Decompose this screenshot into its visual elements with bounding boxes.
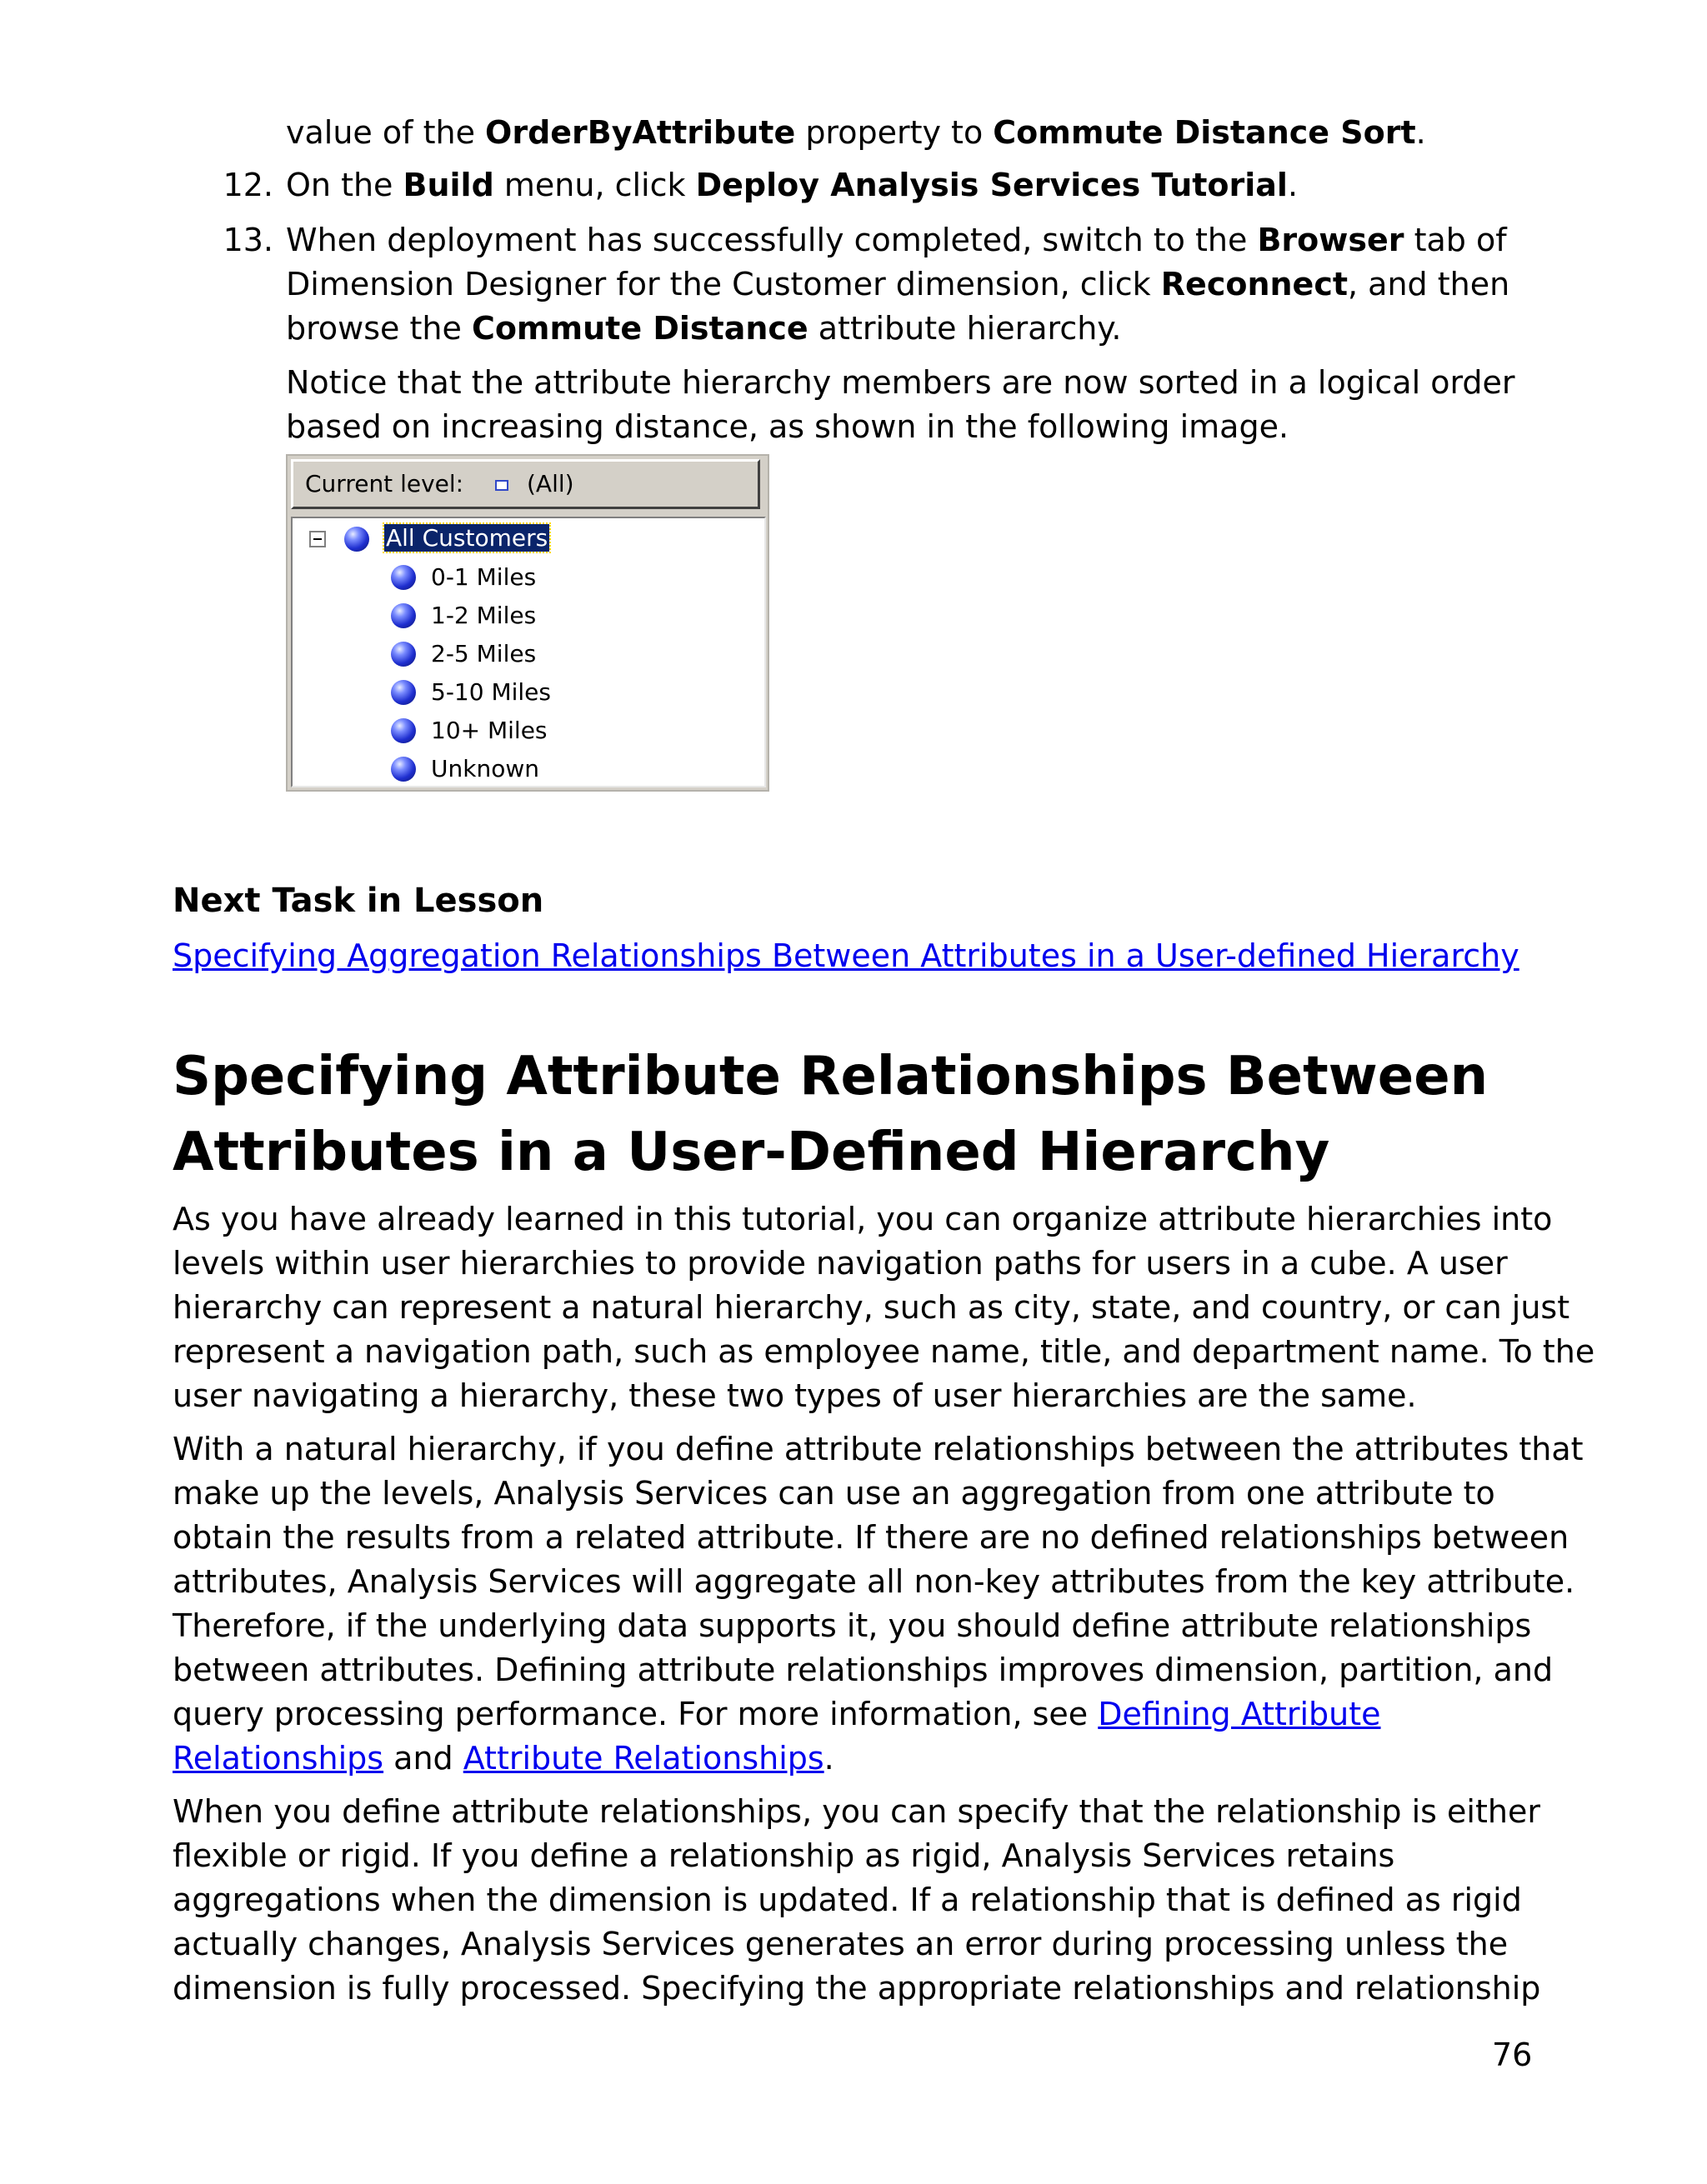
step-12-text: On the Build menu, click Deploy Analysis Services Tutorial.	[286, 167, 1299, 203]
tree-member[interactable]: 5-10 Miles	[431, 678, 551, 706]
next-task-heading: Next Task in Lesson	[173, 882, 544, 920]
tree-member[interactable]: 1-2 Miles	[431, 602, 537, 629]
attribute-relationships-link[interactable]: Attribute Relationships	[463, 1740, 824, 1777]
para-2-line: obtain the results from a related attribute. If there are no defined relationships between	[173, 1519, 1569, 1556]
collapse-icon[interactable]	[309, 531, 326, 547]
para-1-line: As you have already learned in this tutorial, you can organize attribute hierarchies into	[173, 1201, 1553, 1237]
para-3-line: aggregations when the dimension is updated. If a relationship that is defined as rigid	[173, 1882, 1522, 1918]
para-1-line: user navigating a hierarchy, these two types of user hierarchies are the same.	[173, 1377, 1417, 1414]
step-11-continuation: value of the OrderByAttribute property to Commute Distance Sort.	[286, 114, 1426, 151]
member-ball-icon	[391, 757, 416, 782]
tree-root-all-customers[interactable]: All Customers	[386, 524, 548, 552]
notice-line-2: based on increasing distance, as shown in the following image.	[286, 408, 1289, 445]
member-ball-icon	[391, 680, 416, 705]
section-title-line-1: Specifying Attribute Relationships Between	[173, 1046, 1489, 1107]
step-12-number: 12.	[223, 167, 273, 203]
current-level-value: (All)	[527, 470, 574, 497]
member-ball-icon	[391, 642, 416, 667]
para-3-line: When you define attribute relationships, you can specify that the relationship is either	[173, 1793, 1540, 1830]
defining-attribute-relationships-link-cont[interactable]: Relationships	[173, 1740, 384, 1777]
defining-attribute-relationships-link[interactable]: Defining Attribute	[1098, 1696, 1381, 1732]
section-title-line-2: Attributes in a User-Defined Hierarchy	[173, 1122, 1330, 1183]
notice-line-1: Notice that the attribute hierarchy members are now sorted in a logical order	[286, 364, 1515, 401]
para-2-line: query processing performance. For more information, see Defining Attribute	[173, 1696, 1381, 1732]
tree-member[interactable]: 10+ Miles	[431, 717, 548, 744]
step-13-line-1: When deployment has successfully completed, switch to the Browser tab of	[286, 222, 1507, 258]
para-2-line: between attributes. Defining attribute relationships improves dimension, partition, and	[173, 1652, 1554, 1688]
para-3-line: flexible or rigid. If you define a relationship as rigid, Analysis Services retains	[173, 1837, 1395, 1874]
para-2-line: Therefore, if the underlying data supports it, you should define attribute relationships	[173, 1607, 1532, 1644]
tree-member[interactable]: 0-1 Miles	[431, 563, 537, 591]
para-3-line: dimension is fully processed. Specifying the appropriate relationships and relationship	[173, 1970, 1541, 2007]
level-icon	[495, 480, 508, 491]
para-2-line: With a natural hierarchy, if you define attribute relationships between the attributes that	[173, 1431, 1584, 1467]
next-task-link[interactable]: Specifying Aggregation Relationships Between Attributes in a User-defined Hierarchy	[173, 937, 1519, 974]
para-1-line: represent a navigation path, such as employee name, title, and department name. To the	[173, 1333, 1595, 1370]
para-2-line: make up the levels, Analysis Services can use an aggregation from one attribute to	[173, 1475, 1495, 1512]
member-ball-icon	[391, 603, 416, 628]
current-level-label: Current level:	[305, 470, 464, 497]
tree-member[interactable]: 2-5 Miles	[431, 640, 537, 667]
step-13-number: 13.	[223, 222, 273, 258]
member-ball-icon	[391, 565, 416, 590]
tree-member[interactable]: Unknown	[431, 755, 539, 782]
para-3-line: actually changes, Analysis Services generates an error during processing unless the	[173, 1926, 1509, 1962]
member-ball-icon	[344, 527, 369, 552]
next-task-link-line	[173, 934, 1519, 978]
current-level-bar	[291, 459, 760, 509]
dimension-browser-screenshot	[286, 454, 769, 792]
member-tree	[291, 517, 766, 787]
step-13-line-2: Dimension Designer for the Customer dimension, click Reconnect, and then	[286, 266, 1510, 302]
step-13-line-3: browse the Commute Distance attribute hierarchy.	[286, 310, 1122, 347]
para-2-line: Relationships and Attribute Relationships.	[173, 1740, 834, 1777]
para-1-line: levels within user hierarchies to provide navigation paths for users in a cube. A user	[173, 1245, 1508, 1282]
member-ball-icon	[391, 718, 416, 743]
page-number: 76	[1492, 2037, 1533, 2073]
para-2-line: attributes, Analysis Services will aggregate all non-key attributes from the key attribute.	[173, 1563, 1575, 1600]
para-1-line: hierarchy can represent a natural hierarchy, such as city, state, and country, or can just	[173, 1289, 1570, 1326]
